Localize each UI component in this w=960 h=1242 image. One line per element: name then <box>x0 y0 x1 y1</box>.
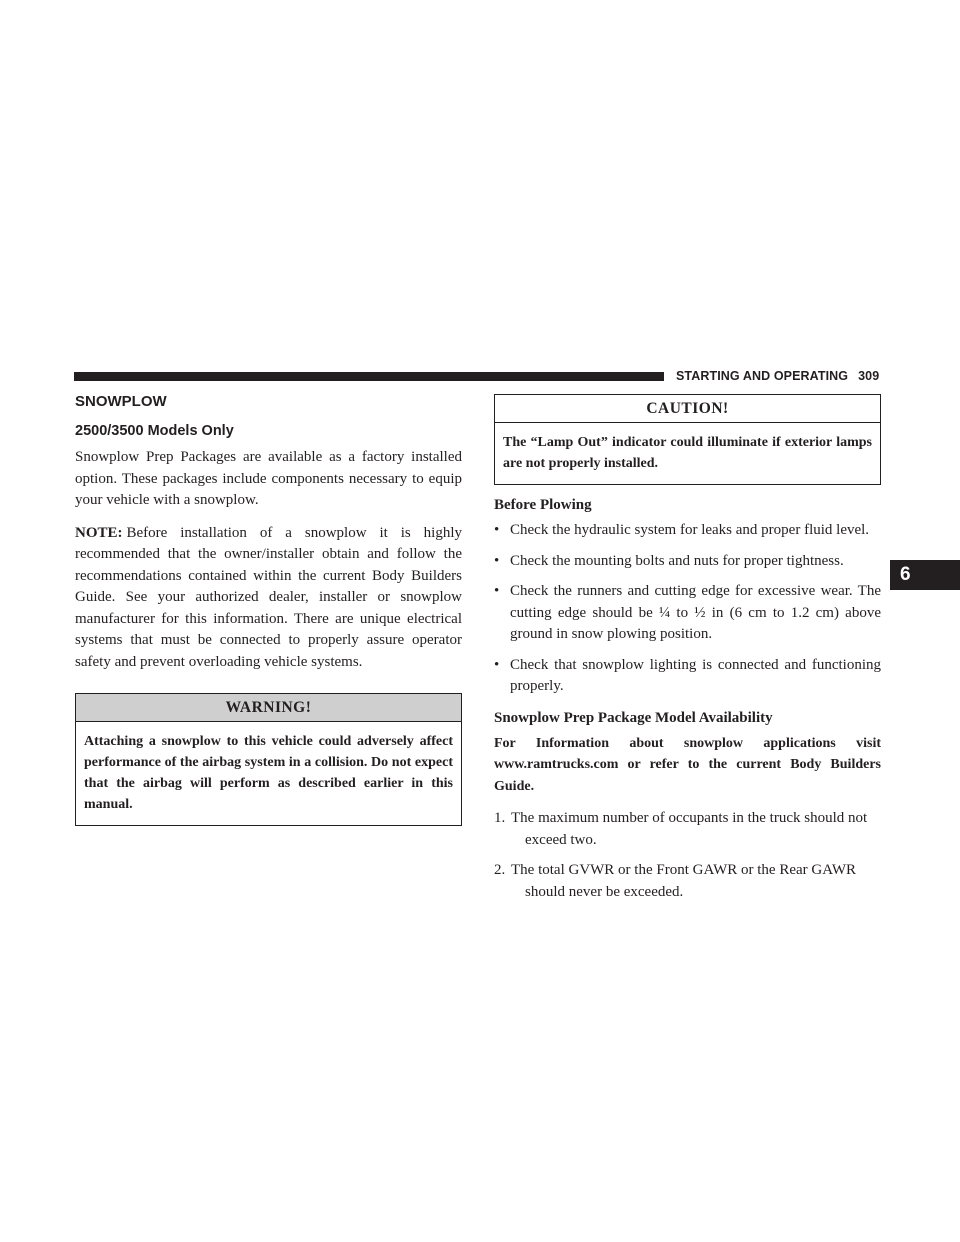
availability-info: For Information about snowplow applications visit www.ramtrucks.com or refer to the current Body Builders Guide. <box>494 735 881 794</box>
list-item <box>494 808 881 851</box>
warning-title: WARNING! <box>76 694 461 722</box>
running-header-title: STARTING AND OPERATING <box>676 369 849 383</box>
caution-title: CAUTION! <box>495 395 880 423</box>
list-item-text: Check that snowplow lighting is connected and functioning properly. <box>510 656 881 694</box>
list-item <box>494 655 881 698</box>
warning-text: Attaching a snowplow to this vehicle could adversely affect performance of the airbag system in a collision. Do not expect that the airbag will perform as described earlier in this manual. <box>84 734 453 812</box>
list-item <box>494 551 881 573</box>
note-paragraph <box>75 523 462 674</box>
list-item-text: The total GVWR or the Front GAWR or the Rear GAWR should never be exceeded. <box>511 862 857 900</box>
caution-box <box>494 394 881 485</box>
list-item-text: The maximum number of occupants in the truck should not exceed two. <box>511 810 868 848</box>
bullet-symbol: • <box>494 656 500 673</box>
header-rule <box>74 372 664 381</box>
before-plowing-heading: Before Plowing <box>494 497 592 513</box>
left-column <box>75 393 462 826</box>
running-header <box>676 369 879 383</box>
list-item-text: Check the mounting bolts and nuts for proper tightness. <box>510 552 844 569</box>
list-item <box>494 520 881 542</box>
warning-box <box>75 693 462 826</box>
right-column <box>494 393 881 912</box>
bullet-symbol: • <box>494 522 500 538</box>
list-item-text: Check the runners and cutting edge for excessive wear. The cutting edge should be ¼ to ½ in (6 cm to 1.2 cm) above ground in snow plowing position. <box>510 583 881 642</box>
note-label: NOTE: <box>75 524 123 541</box>
availability-heading: Snowplow Prep Package Model Availability <box>494 709 773 726</box>
availability-list <box>494 808 881 903</box>
bullet-symbol: • <box>494 583 500 599</box>
bullet-symbol: • <box>494 552 500 569</box>
list-item <box>494 581 881 646</box>
page-number: 309 <box>858 369 880 383</box>
caution-text: The “Lamp Out” indicator could illuminate if exterior lamps are not properly installed. <box>503 435 872 471</box>
list-number: 2. <box>494 862 506 878</box>
list-number: 1. <box>494 810 506 826</box>
list-item-text: Check the hydraulic system for leaks and proper fluid level. <box>510 522 870 538</box>
section-title: SNOWPLOW <box>75 393 167 410</box>
intro-paragraph: Snowplow Prep Packages are available as a factory installed option. These packages include components necessary to equip your vehicle with a snowplow. <box>75 449 462 508</box>
list-item <box>494 860 881 903</box>
subsection-title: 2500/3500 Models Only <box>75 423 234 439</box>
chapter-tab: 6 <box>890 560 960 590</box>
note-text: Before installation of a snowplow it is highly recommended that the owner/installer obtain and follow the recommendations contained within the current Body Builders Guide. See your authorized dealer, installer or snowplow manufacturer for this information. There are unique electrical systems that must be connected to properly assure operator safety and prevent overloading vehicle systems. <box>75 524 462 670</box>
before-plowing-list <box>494 520 881 698</box>
